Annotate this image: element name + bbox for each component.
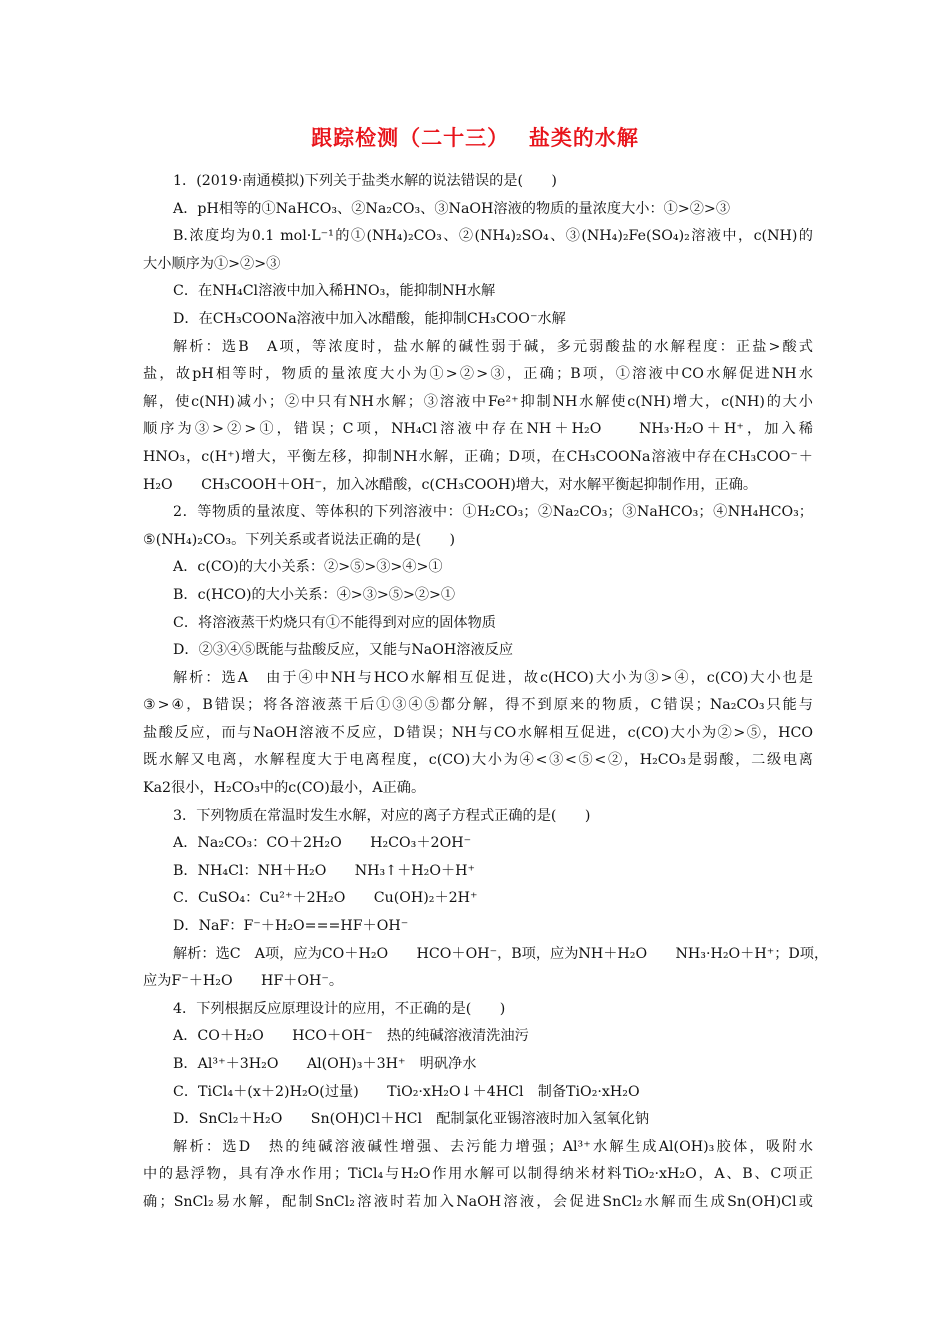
- question-4-stem: 4．下列根据反应原理设计的应用，不正确的是( ): [173, 1000, 506, 1017]
- question-2-analysis: 解析：选A 由于④中NH与HCO水解相互促进，故c(HCO)大小为③>④，c(CO)大小也是: [173, 669, 813, 686]
- question-2-analysis-cont: 既水解又电离，水解程度大于电离程度，c(CO)大小为④<③<⑤<②，H₂CO₃是弱酸，二级电离: [143, 752, 813, 769]
- question-2-analysis-cont: ③>④，B错误；将各溶液蒸干后①③④⑤都分解，得不到原来的物质，C错误；Na₂CO₃只能与: [143, 697, 813, 714]
- question-1-analysis: 解析：选B A项，等浓度时，盐水解的碱性弱于碱，多元弱酸盐的水解程度：正盐>酸式: [173, 338, 813, 355]
- question-1-stem: 1．(2019·南通模拟)下列关于盐类水解的说法错误的是( ): [173, 173, 557, 189]
- question-3-analysis-cont: 应为F⁻＋H₂O HF＋OH⁻。: [143, 973, 344, 990]
- question-2-option-c: C．将溶液蒸干灼烧只有①不能得到对应的固体物质: [173, 614, 496, 631]
- question-1-analysis-cont: 盐，故pH相等时，物质的量浓度大小为①>②>③，正确；B项，①溶液中CO水解促进NH水: [143, 366, 813, 383]
- question-1-option-b-cont: 大小顺序为①>②>③: [143, 255, 281, 272]
- question-1-analysis-cont: HNO₃，c(H⁺)增大，平衡左移，抑制NH水解，正确；D项，在CH₃COONa溶液中存在CH₃COO⁻＋: [143, 448, 813, 465]
- question-3-option-c: C．CuSO₄：Cu²⁺＋2H₂O Cu(OH)₂＋2H⁺: [173, 890, 478, 907]
- question-1-option-b: B.浓度均为0.1 mol·L⁻¹的①(NH₄)₂CO₃、②(NH₄)₂SO₄、③(NH₄)₂Fe(SO₄)₂溶液中，c(NH)的: [173, 228, 813, 245]
- question-3-option-b: B．NH₄Cl：NH＋H₂O NH₃↑＋H₂O＋H⁺: [173, 862, 475, 879]
- document-body: [143, 168, 829, 1217]
- question-3-option-d: D．NaF：F⁻＋H₂O===HF＋OH⁻: [173, 918, 409, 935]
- question-1-option-a: A．pH相等的①NaHCO₃、②Na₂CO₃、③NaOH溶液的物质的量浓度大小：①>②>③: [173, 200, 731, 217]
- question-2-option-d: D．②③④⑤既能与盐酸反应，又能与NaOH溶液反应: [173, 642, 514, 659]
- question-2-option-b: B．c(HCO)的大小关系：④>③>⑤>②>①: [173, 586, 456, 603]
- question-2-stem-cont: ⑤(NH₄)₂CO₃。下列关系或者说法正确的是( ): [143, 531, 456, 548]
- question-1-analysis-cont: H₂O CH₃COOH＋OH⁻，加入冰醋酸，c(CH₃COOH)增大，对水解平衡起抑制作用，正确。: [143, 476, 758, 493]
- question-4-option-c: C．TiCl₄＋(x＋2)H₂O(过量) TiO₂·xH₂O↓＋4HCl 制备TiO₂·xH₂O: [173, 1083, 640, 1100]
- question-3-analysis: 解析：选C A项，应为CO＋H₂O HCO＋OH⁻，B项，应为NH＋H₂O NH₃·H₂O＋H⁺；D项，: [173, 945, 829, 962]
- page-title: 跟踪检测（二十三） 盐类的水解: [311, 126, 639, 150]
- question-2-stem: 2．等物质的量浓度、等体积的下列溶液中：①H₂CO₃；②Na₂CO₃；③NaHCO₃；④NH₄HCO₃；: [173, 504, 813, 521]
- question-2-option-a: A．c(CO)的大小关系：②>⑤>③>④>①: [173, 559, 443, 576]
- question-2-analysis-cont: Ka2很小，H₂CO₃中的c(CO)最小，A正确。: [143, 780, 426, 797]
- question-4-option-d: D．SnCl₂＋H₂O Sn(OH)Cl＋HCl 配制氯化亚锡溶液时加入氢氧化钠: [173, 1111, 650, 1128]
- question-1-option-c: C．在NH₄Cl溶液中加入稀HNO₃，能抑制NH水解: [173, 283, 496, 300]
- question-4-analysis-cont: 确；SnCl₂易水解，配制SnCl₂溶液时若加入NaOH溶液，会促进SnCl₂水解而生成Sn(OH)Cl或: [143, 1193, 813, 1210]
- question-3-stem: 3．下列物质在常温时发生水解，对应的离子方程式正确的是( ): [173, 807, 591, 824]
- question-3-option-a: A．Na₂CO₃：CO＋2H₂O H₂CO₃＋2OH⁻: [173, 835, 472, 852]
- question-2-analysis-cont: 盐酸反应，而与NaOH溶液不反应，D错误；NH与CO水解相互促进，c(CO)大小为②>⑤，HCO: [143, 724, 813, 741]
- question-1-option-d: D．在CH₃COONa溶液中加入冰醋酸，能抑制CH₃COO⁻水解: [173, 310, 566, 327]
- question-4-analysis: 解析：选D 热的纯碱溶液碱性增强、去污能力增强；Al³⁺水解生成Al(OH)₃胶体，吸附水: [173, 1138, 813, 1155]
- question-1-analysis-cont: 顺序为③>②>①，错误；C项，NH₄Cl溶液中存在NH＋H₂O NH₃·H₂O＋H⁺，加入稀: [143, 421, 813, 438]
- question-1-analysis-cont: 解，使c(NH)减小；②中只有NH水解；③溶液中Fe²⁺抑制NH水解使c(NH)增大，c(NH)的大小: [143, 393, 813, 410]
- question-4-option-a: A．CO＋H₂O HCO＋OH⁻ 热的纯碱溶液清洗油污: [173, 1028, 529, 1045]
- question-4-option-b: B．Al³⁺＋3H₂O Al(OH)₃＋3H⁺ 明矾净水: [173, 1056, 477, 1072]
- question-4-analysis-cont: 中的悬浮物，具有净水作用；TiCl₄与H₂O作用水解可以制得纳米材料TiO₂·xH₂O，A、B、C项正: [143, 1166, 813, 1183]
